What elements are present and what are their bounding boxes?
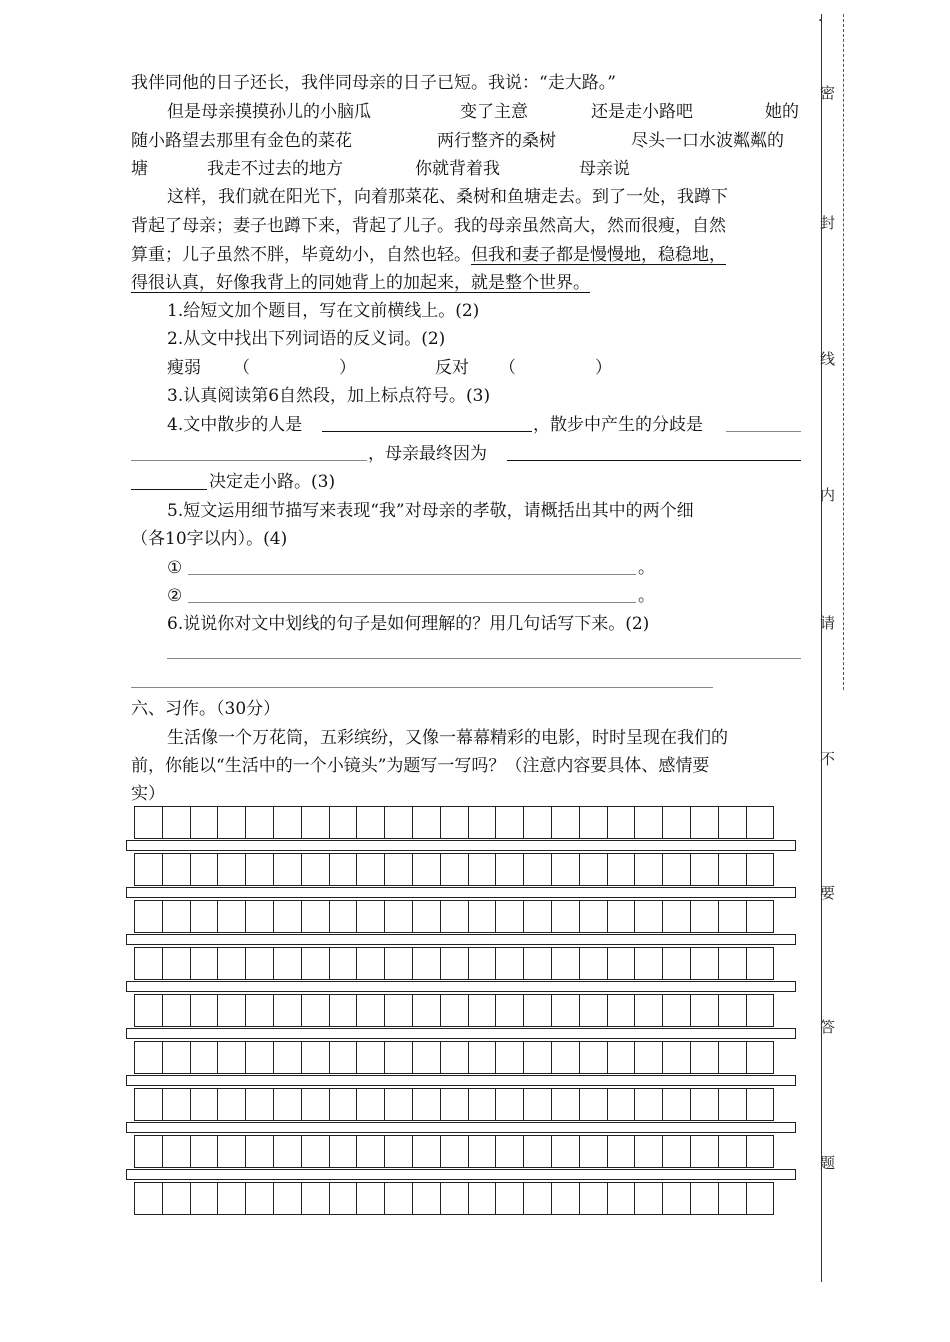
grid-cell[interactable] xyxy=(523,947,552,980)
grid-cell[interactable] xyxy=(412,1088,441,1121)
grid-cell[interactable] xyxy=(662,1041,691,1074)
grid-cell[interactable] xyxy=(718,947,747,980)
grid-cell[interactable] xyxy=(273,1088,302,1121)
passage-line-1: 我伴同他的日子还长，我伴同母亲的日子已短。我说：“走大路。” xyxy=(131,73,616,93)
grid-cell[interactable] xyxy=(607,1182,636,1215)
grid-cell[interactable] xyxy=(134,853,163,886)
para6-seg: 随小路望去那里有金色的菜花 xyxy=(131,131,352,151)
grid-cell[interactable] xyxy=(662,1088,691,1121)
para6-seg: 我走不过去的地方 xyxy=(207,159,343,179)
grid-cell[interactable] xyxy=(384,853,413,886)
grid-cell[interactable] xyxy=(301,900,330,933)
passage-para7-line-2: 背起了母亲；妻子也蹲下来，背起了儿子。我的母亲虽然高大，然而很瘦，自然 xyxy=(131,216,726,236)
composition-prompt-line-1: 生活像一个万花筒，五彩缤纷，又像一幕幕精彩的电影，时时呈现在我们的 xyxy=(167,728,728,748)
grid-cell[interactable] xyxy=(662,994,691,1027)
q2-paren-close-1: ） xyxy=(339,358,356,378)
q5-end-2: 。 xyxy=(638,586,655,606)
grid-cell[interactable] xyxy=(273,994,302,1027)
q5-end-1: 。 xyxy=(638,558,655,578)
grid-cell[interactable] xyxy=(440,1041,469,1074)
grid-cell[interactable] xyxy=(634,1041,663,1074)
passage-para7-line-3 xyxy=(131,244,726,266)
grid-cell[interactable] xyxy=(495,1182,524,1215)
question-6: 6.说说你对文中划线的句子是如何理解的？用几句话写下来。(2) xyxy=(167,614,650,634)
grid-cell[interactable] xyxy=(217,1041,246,1074)
grid-cell[interactable] xyxy=(217,806,246,839)
question-4-part-2: ，散步中产生的分歧是 xyxy=(533,415,703,435)
grid-cell[interactable] xyxy=(134,994,163,1027)
grid-cell[interactable] xyxy=(329,994,358,1027)
grid-cell[interactable] xyxy=(579,853,608,886)
underlined-sentence-part-2: 得很认真，好像我背上的同她背上的加起来，就是整个世界。 xyxy=(131,273,590,293)
binding-char: 题 xyxy=(820,1154,836,1172)
grid-cell[interactable] xyxy=(217,1182,246,1215)
binding-char: 线 xyxy=(820,350,836,368)
grid-row-separator xyxy=(126,887,796,898)
grid-cell[interactable] xyxy=(634,1182,663,1215)
para6-seg: 母亲说 xyxy=(579,159,630,179)
grid-cell[interactable] xyxy=(245,853,274,886)
grid-row-separator xyxy=(126,1075,796,1086)
binding-dashed-line xyxy=(843,14,844,690)
grid-cell[interactable] xyxy=(495,1135,524,1168)
grid-row-separator xyxy=(126,840,796,851)
grid-cell[interactable] xyxy=(190,1182,219,1215)
grid-row xyxy=(134,853,774,886)
grid-cell[interactable] xyxy=(301,1041,330,1074)
grid-cell[interactable] xyxy=(329,806,358,839)
grid-cell[interactable] xyxy=(607,1041,636,1074)
grid-cell[interactable] xyxy=(551,947,580,980)
binding-char: 内 xyxy=(820,486,836,504)
grid-cell[interactable] xyxy=(468,900,497,933)
grid-cell[interactable] xyxy=(273,806,302,839)
question-4-part-1: 4.文中散步的人是 xyxy=(167,415,303,435)
grid-row xyxy=(134,900,774,933)
passage-para6-line-1 xyxy=(131,101,801,123)
grid-cell[interactable] xyxy=(523,1182,552,1215)
grid-cell[interactable] xyxy=(551,1182,580,1215)
grid-cell[interactable] xyxy=(746,947,775,980)
grid-row-separator xyxy=(126,934,796,945)
grid-cell[interactable] xyxy=(356,1135,385,1168)
passage-para6-line-2 xyxy=(131,130,801,152)
grid-cell[interactable] xyxy=(134,1135,163,1168)
grid-cell[interactable] xyxy=(523,994,552,1027)
para6-seg: 还是走小路吧 xyxy=(591,102,693,122)
grid-cell[interactable] xyxy=(746,806,775,839)
para6-seg: 但是母亲摸摸孙儿的小脑瓜 xyxy=(167,102,371,122)
grid-cell[interactable] xyxy=(579,1135,608,1168)
grid-cell[interactable] xyxy=(440,1088,469,1121)
grid-cell[interactable] xyxy=(217,853,246,886)
grid-cell[interactable] xyxy=(217,947,246,980)
grid-cell[interactable] xyxy=(162,853,191,886)
grid-cell[interactable] xyxy=(440,806,469,839)
passage-para6-line-3 xyxy=(131,158,801,180)
q6-answer-line-2[interactable] xyxy=(131,687,713,688)
binding-char: 答 xyxy=(820,1018,836,1036)
grid-cell[interactable] xyxy=(468,853,497,886)
grid-cell[interactable] xyxy=(356,806,385,839)
grid-cell[interactable] xyxy=(718,806,747,839)
grid-cell[interactable] xyxy=(190,1135,219,1168)
grid-cell[interactable] xyxy=(579,900,608,933)
q6-answer-line-1[interactable] xyxy=(167,658,801,659)
grid-cell[interactable] xyxy=(384,900,413,933)
grid-cell[interactable] xyxy=(690,806,719,839)
grid-cell[interactable] xyxy=(495,1041,524,1074)
grid-cell[interactable] xyxy=(162,994,191,1027)
q5-marker-2: ② xyxy=(167,586,183,606)
grid-cell[interactable] xyxy=(440,1135,469,1168)
grid-cell[interactable] xyxy=(523,900,552,933)
grid-cell[interactable] xyxy=(551,806,580,839)
grid-cell[interactable] xyxy=(162,1088,191,1121)
grid-cell[interactable] xyxy=(412,1041,441,1074)
grid-cell[interactable] xyxy=(718,1135,747,1168)
grid-cell[interactable] xyxy=(245,1041,274,1074)
grid-cell[interactable] xyxy=(690,900,719,933)
q2-paren-open-2: （ xyxy=(499,358,516,378)
para6-seg: 变了主意 xyxy=(460,102,528,122)
grid-cell[interactable] xyxy=(384,947,413,980)
grid-cell[interactable] xyxy=(217,1135,246,1168)
grid-cell[interactable] xyxy=(384,1041,413,1074)
q4-blank-reason-cont[interactable] xyxy=(131,489,207,490)
grid-cell[interactable] xyxy=(468,806,497,839)
grid-cell[interactable] xyxy=(134,1182,163,1215)
grid-cell[interactable] xyxy=(690,1088,719,1121)
grid-cell[interactable] xyxy=(356,994,385,1027)
grid-cell[interactable] xyxy=(329,900,358,933)
grid-cell[interactable] xyxy=(607,947,636,980)
grid-cell[interactable] xyxy=(356,947,385,980)
grid-cell[interactable] xyxy=(273,900,302,933)
para6-seg: 两行整齐的桑树 xyxy=(437,131,556,151)
grid-cell[interactable] xyxy=(412,853,441,886)
grid-cell[interactable] xyxy=(607,806,636,839)
grid-cell[interactable] xyxy=(662,947,691,980)
grid-cell[interactable] xyxy=(384,994,413,1027)
grid-cell[interactable] xyxy=(579,994,608,1027)
grid-cell[interactable] xyxy=(551,853,580,886)
binding-line xyxy=(821,14,822,1282)
grid-cell[interactable] xyxy=(551,994,580,1027)
grid-row xyxy=(134,1088,774,1121)
q4-blank-reason[interactable] xyxy=(507,460,801,461)
grid-cell[interactable] xyxy=(523,1088,552,1121)
para6-seg: 你就背着我 xyxy=(415,159,500,179)
q5-blank-1[interactable] xyxy=(188,574,636,575)
grid-cell[interactable] xyxy=(690,853,719,886)
grid-cell[interactable] xyxy=(301,1135,330,1168)
grid-cell[interactable] xyxy=(162,1135,191,1168)
underlined-sentence-part-1: 但我和妻子都是慢慢地，稳稳地， xyxy=(471,245,726,265)
grid-cell[interactable] xyxy=(551,1088,580,1121)
grid-cell[interactable] xyxy=(217,900,246,933)
grid-cell[interactable] xyxy=(579,947,608,980)
grid-cell[interactable] xyxy=(495,806,524,839)
grid-cell[interactable] xyxy=(607,1135,636,1168)
grid-cell[interactable] xyxy=(495,900,524,933)
grid-cell[interactable] xyxy=(523,1041,552,1074)
grid-cell[interactable] xyxy=(746,853,775,886)
grid-cell[interactable] xyxy=(273,1182,302,1215)
question-4-part-3: ，母亲最终因为 xyxy=(368,444,487,464)
para6-seg: 她的 xyxy=(765,102,799,122)
grid-cell[interactable] xyxy=(718,853,747,886)
grid-cell[interactable] xyxy=(718,994,747,1027)
grid-cell[interactable] xyxy=(245,1088,274,1121)
grid-cell[interactable] xyxy=(162,900,191,933)
grid-cell[interactable] xyxy=(329,853,358,886)
para6-seg: 塘 xyxy=(131,159,148,179)
grid-cell[interactable] xyxy=(662,1135,691,1168)
grid-cell[interactable] xyxy=(245,900,274,933)
binding-char: 不 xyxy=(820,750,836,768)
q2-word-2: 反对 xyxy=(435,358,469,378)
grid-cell[interactable] xyxy=(217,994,246,1027)
grid-cell[interactable] xyxy=(190,806,219,839)
grid-cell[interactable] xyxy=(718,1041,747,1074)
question-3: 3.认真阅读第6自然段，加上标点符号。(3) xyxy=(167,386,491,406)
grid-cell[interactable] xyxy=(495,994,524,1027)
grid-cell[interactable] xyxy=(190,853,219,886)
grid-cell[interactable] xyxy=(468,994,497,1027)
grid-cell[interactable] xyxy=(718,1182,747,1215)
grid-cell[interactable] xyxy=(134,947,163,980)
grid-cell[interactable] xyxy=(579,1182,608,1215)
grid-cell[interactable] xyxy=(607,853,636,886)
grid-row-separator xyxy=(126,981,796,992)
grid-cell[interactable] xyxy=(162,1182,191,1215)
grid-row xyxy=(134,994,774,1027)
grid-cell[interactable] xyxy=(412,1135,441,1168)
grid-cell[interactable] xyxy=(607,1088,636,1121)
passage-para7-line-1: 这样，我们就在阳光下，向着那菜花、桑树和鱼塘走去。到了一处，我蹲下 xyxy=(167,187,728,207)
question-4-part-4: 决定走小路。(3) xyxy=(209,472,336,492)
grid-row xyxy=(134,1041,774,1074)
grid-cell[interactable] xyxy=(690,1041,719,1074)
grid-cell[interactable] xyxy=(440,947,469,980)
question-5: 5.短文运用细节描写来表现“我”对母亲的孝敬，请概括出其中的两个细 xyxy=(167,501,694,521)
para6-seg: 尽头一口水波粼粼的 xyxy=(631,131,784,151)
grid-cell[interactable] xyxy=(746,994,775,1027)
composition-heading: 六、习作。（30分） xyxy=(131,699,281,719)
grid-cell[interactable] xyxy=(190,1041,219,1074)
binding-char: 密 xyxy=(820,84,836,102)
grid-cell[interactable] xyxy=(356,853,385,886)
grid-cell[interactable] xyxy=(134,1041,163,1074)
grid-cell[interactable] xyxy=(245,947,274,980)
grid-cell[interactable] xyxy=(746,900,775,933)
grid-cell[interactable] xyxy=(523,853,552,886)
grid-cell[interactable] xyxy=(412,1182,441,1215)
grid-cell[interactable] xyxy=(329,1182,358,1215)
para7-line3-plain: 算重；儿子虽然不胖，毕竟幼小，自然也轻。 xyxy=(131,245,471,265)
grid-cell[interactable] xyxy=(662,853,691,886)
grid-cell[interactable] xyxy=(662,900,691,933)
grid-cell[interactable] xyxy=(690,1182,719,1215)
grid-cell[interactable] xyxy=(273,853,302,886)
binding-top-mark: . xyxy=(818,9,823,25)
grid-cell[interactable] xyxy=(162,806,191,839)
grid-cell[interactable] xyxy=(551,900,580,933)
grid-cell[interactable] xyxy=(217,1088,246,1121)
grid-cell[interactable] xyxy=(384,806,413,839)
grid-cell[interactable] xyxy=(356,1088,385,1121)
grid-cell[interactable] xyxy=(468,1182,497,1215)
grid-cell[interactable] xyxy=(746,1135,775,1168)
grid-cell[interactable] xyxy=(495,947,524,980)
grid-cell[interactable] xyxy=(273,1135,302,1168)
grid-cell[interactable] xyxy=(607,994,636,1027)
grid-cell[interactable] xyxy=(329,1088,358,1121)
grid-cell[interactable] xyxy=(690,1135,719,1168)
grid-row-separator xyxy=(126,1169,796,1180)
grid-cell[interactable] xyxy=(579,1041,608,1074)
grid-cell[interactable] xyxy=(301,994,330,1027)
grid-cell[interactable] xyxy=(412,900,441,933)
grid-cell[interactable] xyxy=(134,806,163,839)
grid-cell[interactable] xyxy=(301,1182,330,1215)
q2-word-1: 瘦弱 xyxy=(167,358,201,378)
grid-cell[interactable] xyxy=(495,853,524,886)
grid-cell[interactable] xyxy=(384,1182,413,1215)
question-5-line-2: （各10字以内）。(4) xyxy=(131,529,288,549)
grid-cell[interactable] xyxy=(190,1088,219,1121)
q5-marker-1: ① xyxy=(167,558,183,578)
grid-cell[interactable] xyxy=(690,947,719,980)
grid-cell[interactable] xyxy=(579,806,608,839)
grid-cell[interactable] xyxy=(523,1135,552,1168)
grid-cell[interactable] xyxy=(301,853,330,886)
grid-cell[interactable] xyxy=(273,1041,302,1074)
grid-cell[interactable] xyxy=(190,947,219,980)
grid-cell[interactable] xyxy=(468,947,497,980)
composition-prompt-line-2: 前，你能以“生活中的一个小镜头”为题写一写吗？（注意内容要具体、感情要 xyxy=(131,756,710,776)
grid-cell[interactable] xyxy=(634,1088,663,1121)
grid-row xyxy=(134,1135,774,1168)
binding-char: 封 xyxy=(820,214,836,232)
grid-cell[interactable] xyxy=(329,1041,358,1074)
grid-cell[interactable] xyxy=(356,1182,385,1215)
q2-paren-open-1: （ xyxy=(233,358,250,378)
grid-row xyxy=(134,806,774,839)
grid-cell[interactable] xyxy=(746,1182,775,1215)
q5-blank-2[interactable] xyxy=(188,602,636,603)
grid-row xyxy=(134,1182,774,1215)
q4-blank-disagreement[interactable] xyxy=(726,431,801,432)
grid-cell[interactable] xyxy=(662,806,691,839)
grid-cell[interactable] xyxy=(134,900,163,933)
grid-cell[interactable] xyxy=(245,806,274,839)
grid-cell[interactable] xyxy=(634,994,663,1027)
grid-cell[interactable] xyxy=(245,1182,274,1215)
grid-cell[interactable] xyxy=(356,1041,385,1074)
grid-cell[interactable] xyxy=(356,900,385,933)
grid-cell[interactable] xyxy=(523,806,552,839)
grid-cell[interactable] xyxy=(634,900,663,933)
grid-cell[interactable] xyxy=(579,1088,608,1121)
grid-cell[interactable] xyxy=(551,1041,580,1074)
grid-row xyxy=(134,947,774,980)
grid-cell[interactable] xyxy=(301,947,330,980)
grid-row-separator xyxy=(126,1122,796,1133)
grid-cell[interactable] xyxy=(634,947,663,980)
grid-cell[interactable] xyxy=(607,900,636,933)
grid-cell[interactable] xyxy=(718,900,747,933)
grid-cell[interactable] xyxy=(634,853,663,886)
grid-cell[interactable] xyxy=(162,1041,191,1074)
grid-cell[interactable] xyxy=(440,994,469,1027)
grid-cell[interactable] xyxy=(190,900,219,933)
grid-cell[interactable] xyxy=(468,1041,497,1074)
grid-cell[interactable] xyxy=(329,947,358,980)
grid-row-separator xyxy=(126,1028,796,1039)
grid-cell[interactable] xyxy=(134,1088,163,1121)
grid-cell[interactable] xyxy=(162,947,191,980)
grid-cell[interactable] xyxy=(412,947,441,980)
grid-cell[interactable] xyxy=(329,1135,358,1168)
grid-cell[interactable] xyxy=(384,1088,413,1121)
grid-cell[interactable] xyxy=(440,900,469,933)
q4-blank-walkers[interactable] xyxy=(322,431,532,432)
grid-cell[interactable] xyxy=(634,1135,663,1168)
grid-cell[interactable] xyxy=(662,1182,691,1215)
grid-cell[interactable] xyxy=(412,994,441,1027)
q4-blank-disagreement-cont[interactable] xyxy=(131,460,367,461)
grid-cell[interactable] xyxy=(746,1041,775,1074)
question-2: 2.从文中找出下列词语的反义词。(2) xyxy=(167,329,446,349)
grid-cell[interactable] xyxy=(301,1088,330,1121)
grid-cell[interactable] xyxy=(440,853,469,886)
grid-cell[interactable] xyxy=(440,1182,469,1215)
question-1: 1.给短文加个题目，写在文前横线上。(2) xyxy=(167,301,480,321)
grid-cell[interactable] xyxy=(301,806,330,839)
binding-char: 要 xyxy=(820,884,836,902)
binding-char: 请 xyxy=(820,614,836,632)
grid-cell[interactable] xyxy=(412,806,441,839)
grid-cell[interactable] xyxy=(634,806,663,839)
grid-cell[interactable] xyxy=(468,1088,497,1121)
grid-cell[interactable] xyxy=(718,1088,747,1121)
grid-cell[interactable] xyxy=(384,1135,413,1168)
grid-cell[interactable] xyxy=(273,947,302,980)
grid-cell[interactable] xyxy=(690,994,719,1027)
grid-cell[interactable] xyxy=(190,994,219,1027)
grid-cell[interactable] xyxy=(551,1135,580,1168)
grid-cell[interactable] xyxy=(746,1088,775,1121)
grid-cell[interactable] xyxy=(245,994,274,1027)
composition-prompt-line-3: 实） xyxy=(131,784,165,804)
q2-paren-close-2: ） xyxy=(595,358,612,378)
grid-cell[interactable] xyxy=(495,1088,524,1121)
grid-cell[interactable] xyxy=(468,1135,497,1168)
grid-cell[interactable] xyxy=(245,1135,274,1168)
